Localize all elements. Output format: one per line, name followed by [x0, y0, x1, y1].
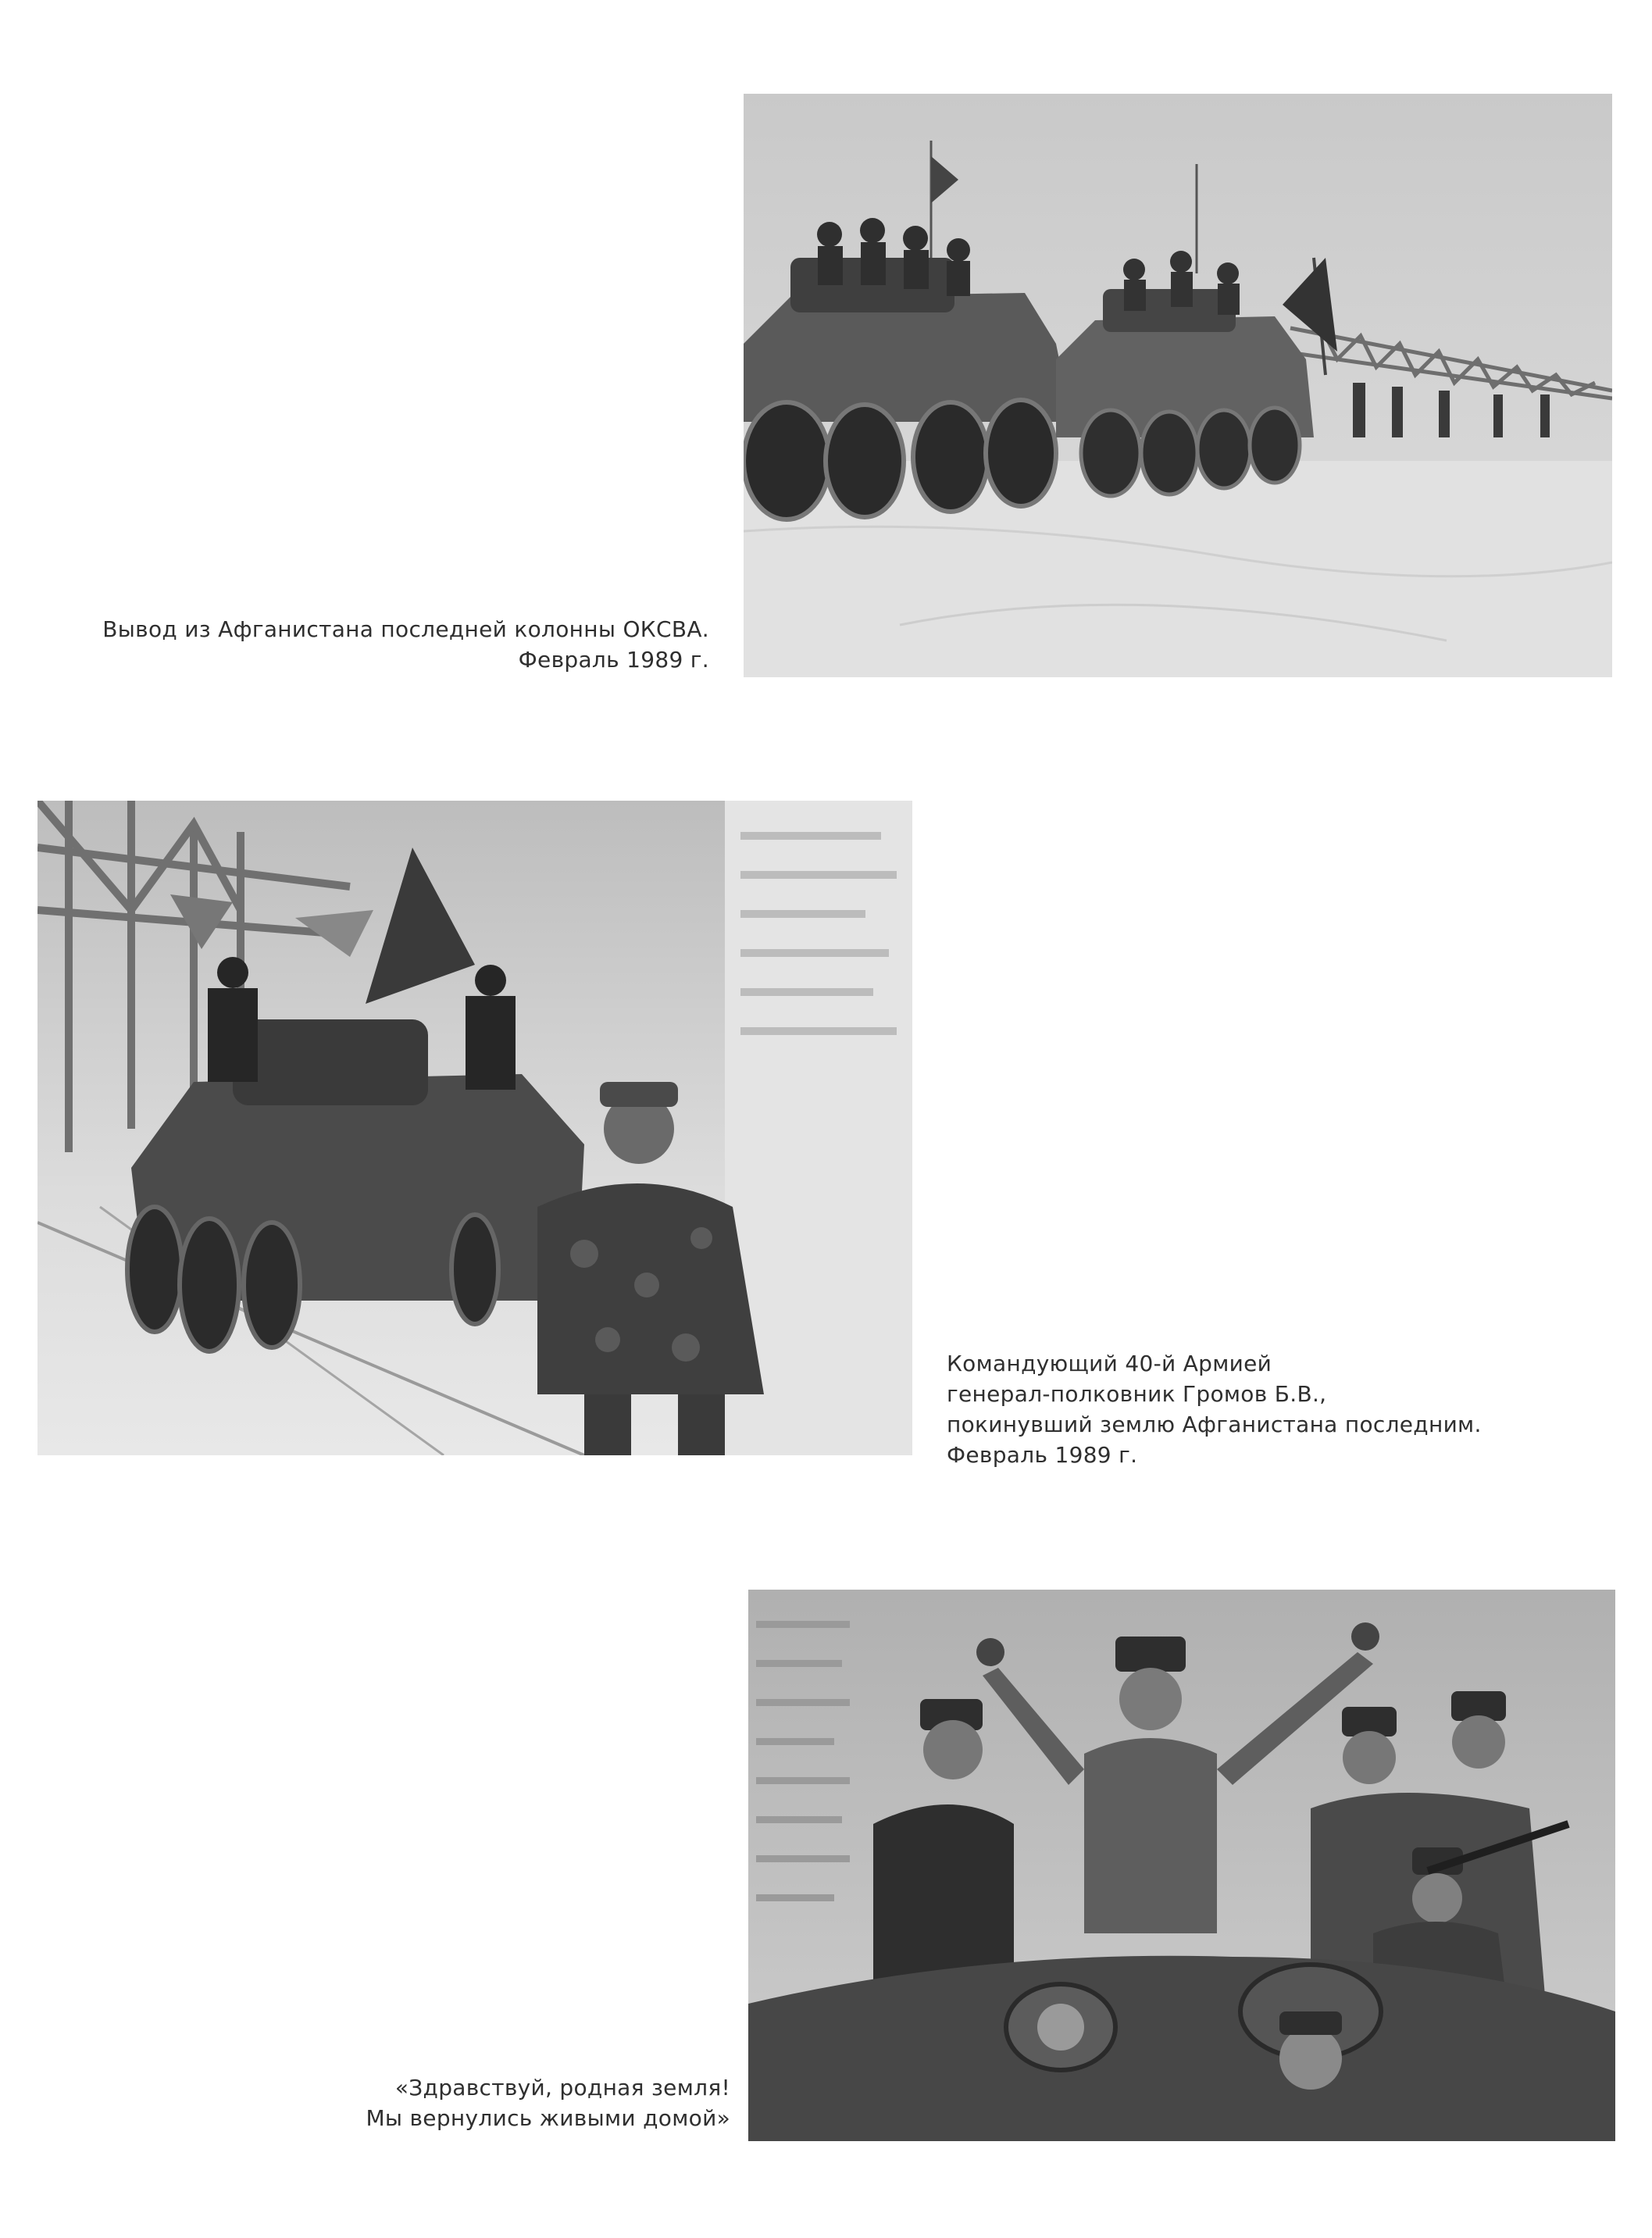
photo-1-caption [78, 614, 709, 675]
caption-line: Вывод из Афганистана последней колонны ОКСВА. [102, 616, 709, 642]
caption-line: генерал-полковник Громов Б.В., [947, 1381, 1327, 1407]
caption-line: «Здравствуй, родная земля! [394, 2075, 730, 2101]
photo-commander-gromov [37, 801, 912, 1455]
photo-3-caption [78, 2072, 730, 2133]
caption-line: Командующий 40-й Армией [947, 1351, 1272, 1376]
photo-last-column-withdrawal [744, 94, 1612, 677]
photo-soldiers-returning-home [748, 1590, 1615, 2141]
caption-line: Февраль 1989 г. [947, 1442, 1138, 1468]
photo-2-caption [947, 1348, 1618, 1470]
caption-line: покинувший землю Афганистана последним. [947, 1412, 1482, 1437]
caption-line: Февраль 1989 г. [518, 647, 709, 673]
caption-line: Мы вернулись живыми домой» [366, 2105, 730, 2131]
